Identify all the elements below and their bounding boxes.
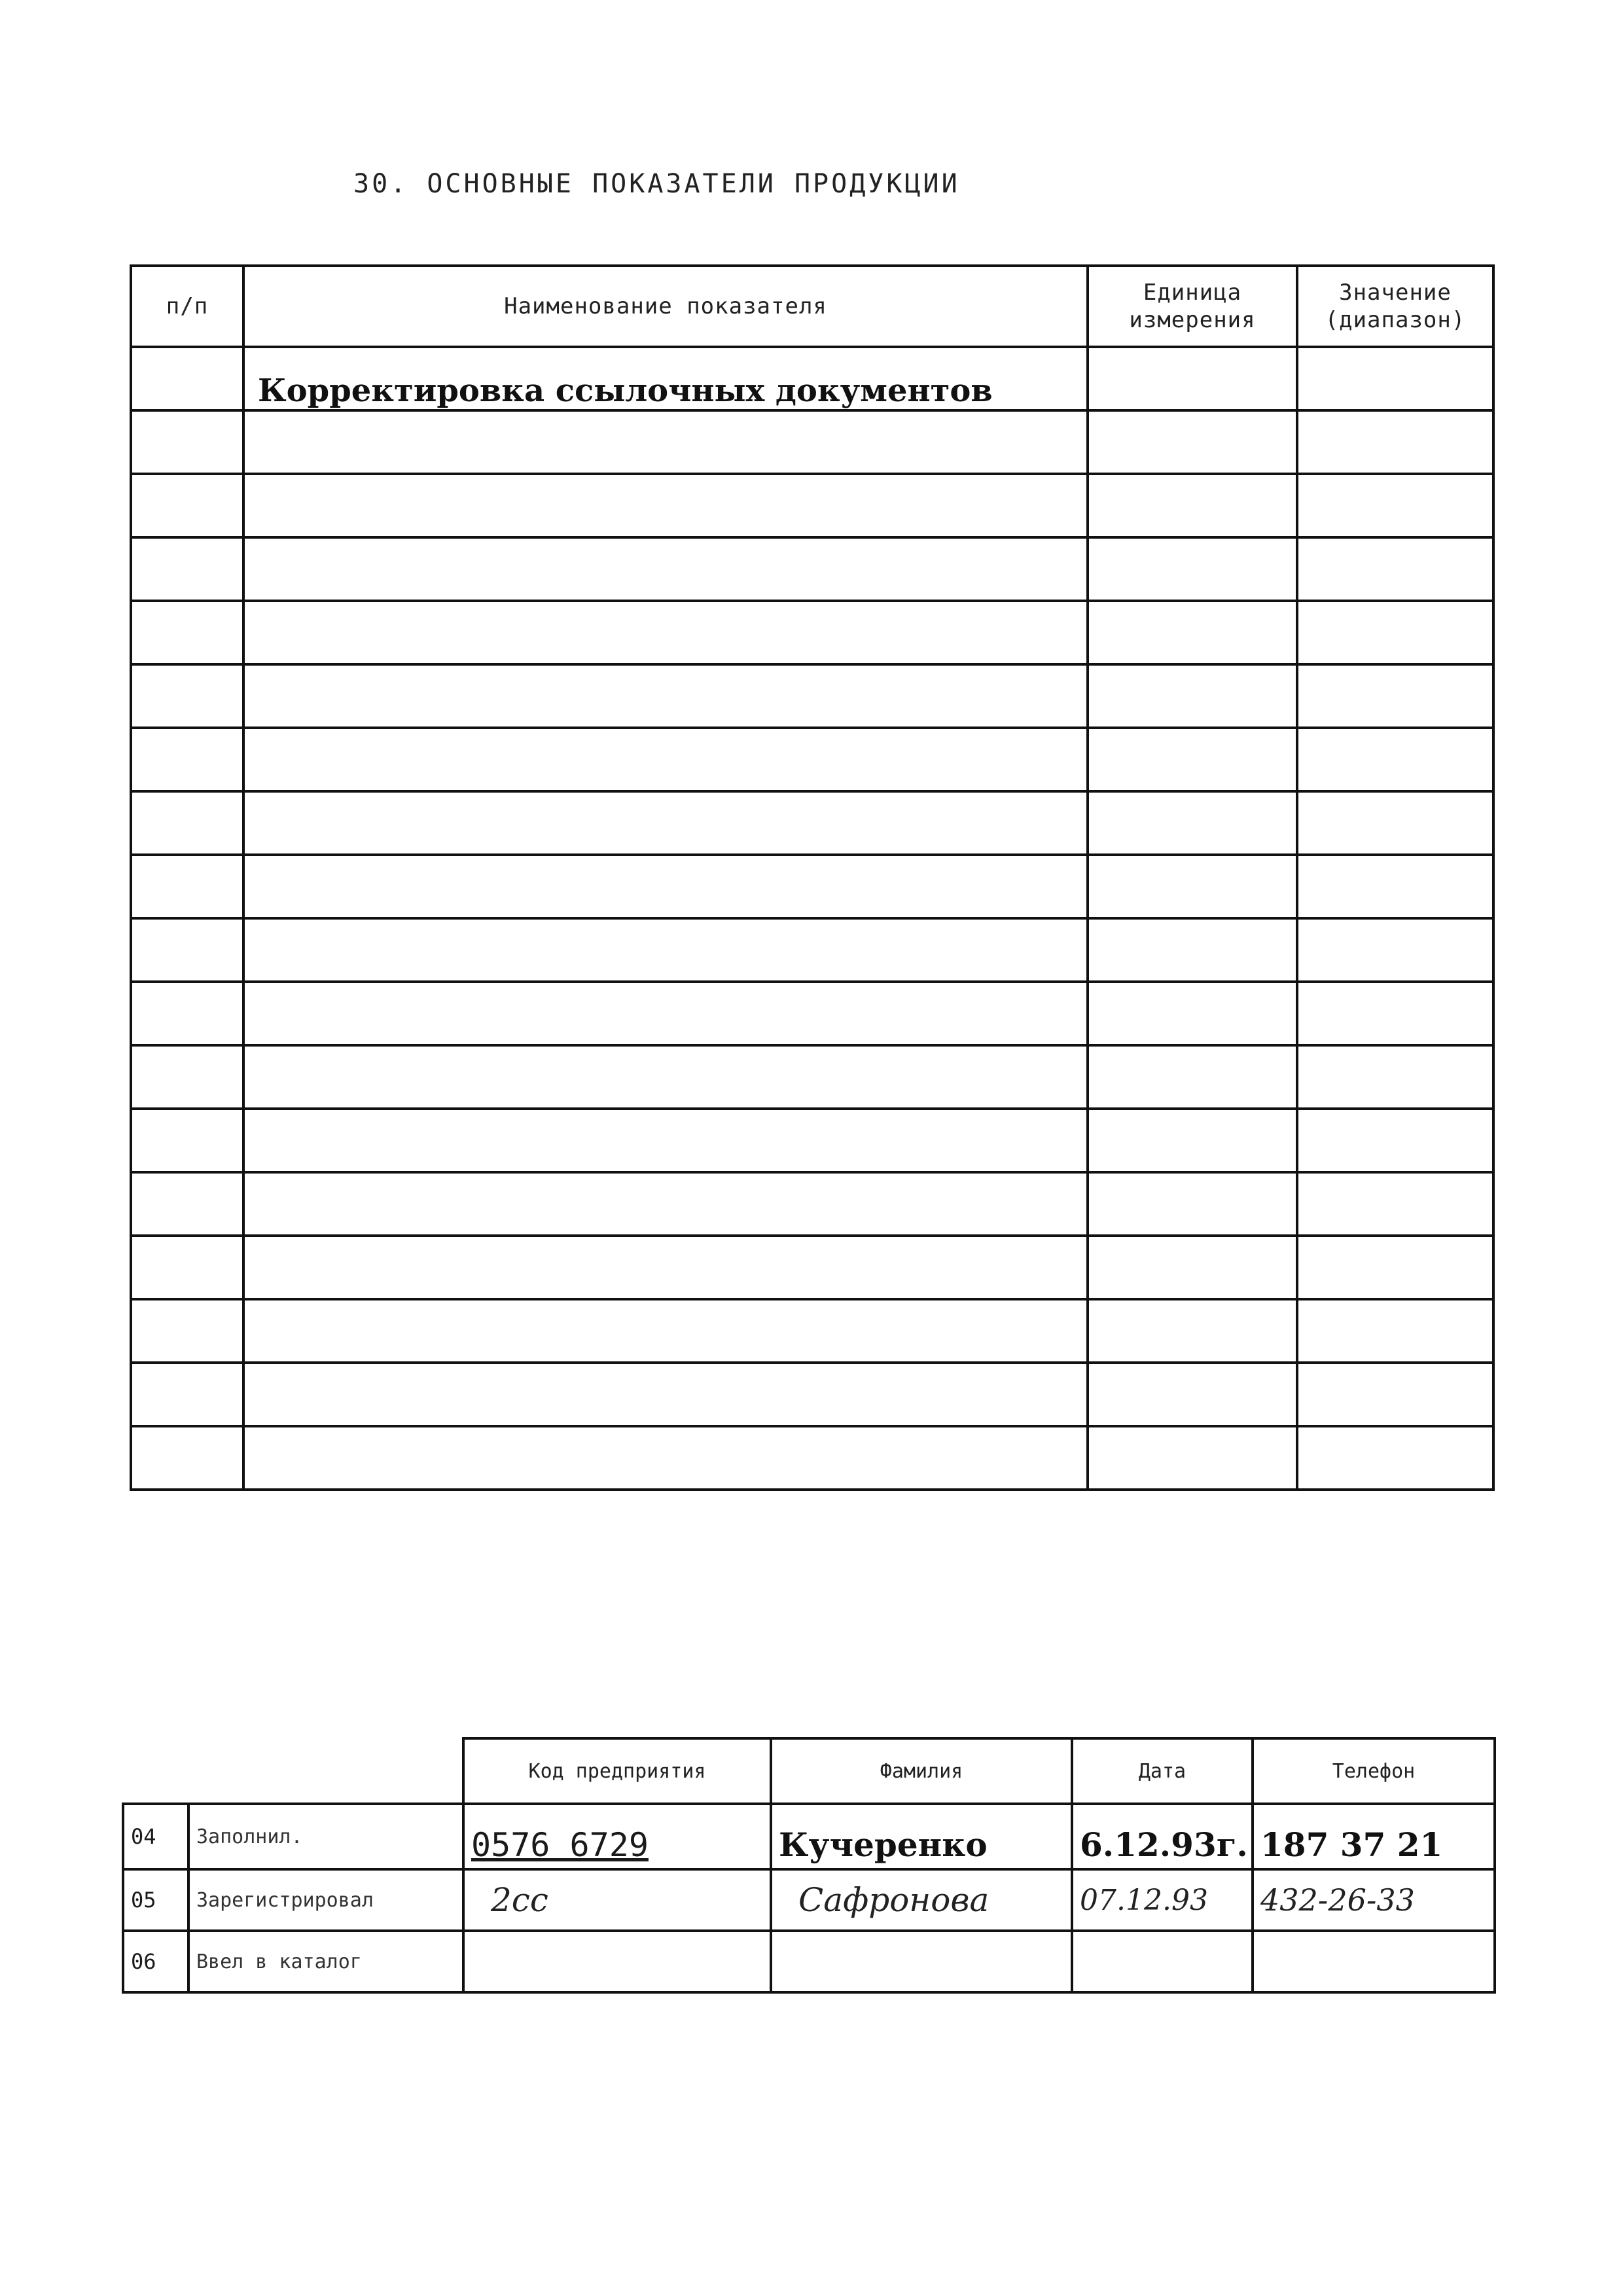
value-cell [1297, 791, 1493, 855]
indicator-row [131, 791, 1493, 855]
indicator-row [131, 1363, 1493, 1426]
indicators-table [130, 264, 1495, 1491]
header-indicator-name: Наименование показателя [243, 266, 1088, 347]
indicator-name-cell [243, 1172, 1088, 1236]
indicator-row [131, 1426, 1493, 1490]
unit-cell [1088, 601, 1297, 664]
value-cell [1297, 410, 1493, 474]
unit-cell [1088, 1299, 1297, 1363]
enterprise-code-value [463, 1931, 771, 1992]
value-cell [1297, 664, 1493, 728]
value-cell [1297, 601, 1493, 664]
value-cell [1297, 1109, 1493, 1172]
indicator-row [131, 347, 1493, 410]
row-number-cell [131, 728, 243, 791]
indicator-name-cell: Корректировка ссылочных документов [243, 347, 1088, 410]
indicator-row [131, 855, 1493, 918]
surname-value: Кучеренко [771, 1804, 1072, 1869]
indicator-row [131, 728, 1493, 791]
indicator-name-cell [243, 474, 1088, 537]
row-number-cell [131, 1236, 243, 1299]
row-number-cell [131, 1299, 243, 1363]
row-label: Ввел в каталог [188, 1931, 463, 1992]
unit-cell [1088, 1172, 1297, 1236]
row-number-cell [131, 601, 243, 664]
date-value: 6.12.93г. [1072, 1804, 1253, 1869]
unit-cell [1088, 347, 1297, 410]
row-code: 06 [123, 1931, 188, 1992]
indicator-row [131, 474, 1493, 537]
row-number-cell [131, 474, 243, 537]
header-phone: Телефон [1253, 1738, 1495, 1804]
indicator-name-cell [243, 1045, 1088, 1109]
value-cell [1297, 1236, 1493, 1299]
indicator-row [131, 1299, 1493, 1363]
page-title: 30. ОСНОВНЫЕ ПОКАЗАТЕЛИ ПРОДУКЦИИ [353, 169, 960, 199]
indicator-row [131, 982, 1493, 1045]
value-cell [1297, 1172, 1493, 1236]
unit-cell [1088, 791, 1297, 855]
value-cell [1297, 537, 1493, 601]
registration-header-row [123, 1738, 1495, 1804]
row-number-cell [131, 1109, 243, 1172]
row-code: 05 [123, 1869, 188, 1931]
indicator-name-cell [243, 664, 1088, 728]
value-cell [1297, 1426, 1493, 1490]
indicator-name-cell [243, 601, 1088, 664]
indicator-row [131, 1236, 1493, 1299]
date-handwritten: 07.12.93 [1072, 1869, 1253, 1931]
indicator-name-cell [243, 1236, 1088, 1299]
indicator-name-cell [243, 791, 1088, 855]
indicator-name-cell [243, 918, 1088, 982]
phone-value [1253, 1931, 1495, 1992]
indicator-name-cell [243, 410, 1088, 474]
phone-value: 187 37 21 [1253, 1804, 1495, 1869]
registration-row-catalogued-by [123, 1931, 1495, 1992]
indicator-name-cell [243, 1299, 1088, 1363]
row-label: Заполнил. [188, 1804, 463, 1869]
row-number-cell [131, 410, 243, 474]
indicators-body [131, 347, 1493, 1490]
row-code: 04 [123, 1804, 188, 1869]
indicator-name-cell [243, 537, 1088, 601]
row-number-cell [131, 664, 243, 728]
registration-table [122, 1737, 1496, 1994]
registration-header-blank [123, 1738, 463, 1804]
unit-cell [1088, 1363, 1297, 1426]
value-cell [1297, 1363, 1493, 1426]
unit-cell [1088, 474, 1297, 537]
value-cell [1297, 474, 1493, 537]
surname-handwritten: Сафронова [771, 1869, 1072, 1931]
unit-cell [1088, 410, 1297, 474]
phone-handwritten: 432-26-33 [1253, 1869, 1495, 1931]
indicator-name-cell [243, 1109, 1088, 1172]
date-value [1072, 1931, 1253, 1992]
indicator-row [131, 410, 1493, 474]
header-value: Значение (диапазон) [1297, 266, 1493, 347]
header-enterprise-code: Код предприятия [463, 1738, 771, 1804]
unit-cell [1088, 537, 1297, 601]
indicator-name-cell [243, 1363, 1088, 1426]
indicator-name-cell [243, 982, 1088, 1045]
value-cell [1297, 918, 1493, 982]
row-label: Зарегистрировал [188, 1869, 463, 1931]
row-number-cell [131, 1172, 243, 1236]
indicator-row [131, 537, 1493, 601]
indicator-row [131, 664, 1493, 728]
row-number-cell [131, 855, 243, 918]
row-number-cell [131, 537, 243, 601]
unit-cell [1088, 664, 1297, 728]
row-number-cell [131, 1363, 243, 1426]
unit-cell [1088, 1045, 1297, 1109]
indicator-row [131, 1045, 1493, 1109]
indicator-name-cell [243, 1426, 1088, 1490]
registration-row-filled-by [123, 1804, 1495, 1869]
value-cell [1297, 347, 1493, 410]
indicators-header-row [131, 266, 1493, 347]
value-cell [1297, 982, 1493, 1045]
indicator-name-cell [243, 855, 1088, 918]
header-surname: Фамилия [771, 1738, 1072, 1804]
row-number-cell [131, 982, 243, 1045]
row-number-cell [131, 347, 243, 410]
unit-cell [1088, 728, 1297, 791]
unit-cell [1088, 1426, 1297, 1490]
unit-cell [1088, 1236, 1297, 1299]
row-number-cell [131, 1045, 243, 1109]
indicator-row [131, 601, 1493, 664]
header-number: п/п [131, 266, 243, 347]
registration-row-registered-by [123, 1869, 1495, 1931]
indicator-row [131, 1172, 1493, 1236]
surname-value [771, 1931, 1072, 1992]
enterprise-code-handwritten: 2сс [463, 1869, 771, 1931]
row-number-cell [131, 1426, 243, 1490]
indicator-row [131, 1109, 1493, 1172]
unit-cell [1088, 855, 1297, 918]
unit-cell [1088, 982, 1297, 1045]
value-cell [1297, 855, 1493, 918]
value-cell [1297, 1045, 1493, 1109]
row-number-cell [131, 918, 243, 982]
unit-cell [1088, 918, 1297, 982]
value-cell [1297, 1299, 1493, 1363]
header-date: Дата [1072, 1738, 1253, 1804]
value-cell [1297, 728, 1493, 791]
header-unit: Единица измерения [1088, 266, 1297, 347]
unit-cell [1088, 1109, 1297, 1172]
indicator-name-cell [243, 728, 1088, 791]
enterprise-code-value: 0576 6729 [463, 1804, 771, 1869]
row-number-cell [131, 791, 243, 855]
indicator-row [131, 918, 1493, 982]
